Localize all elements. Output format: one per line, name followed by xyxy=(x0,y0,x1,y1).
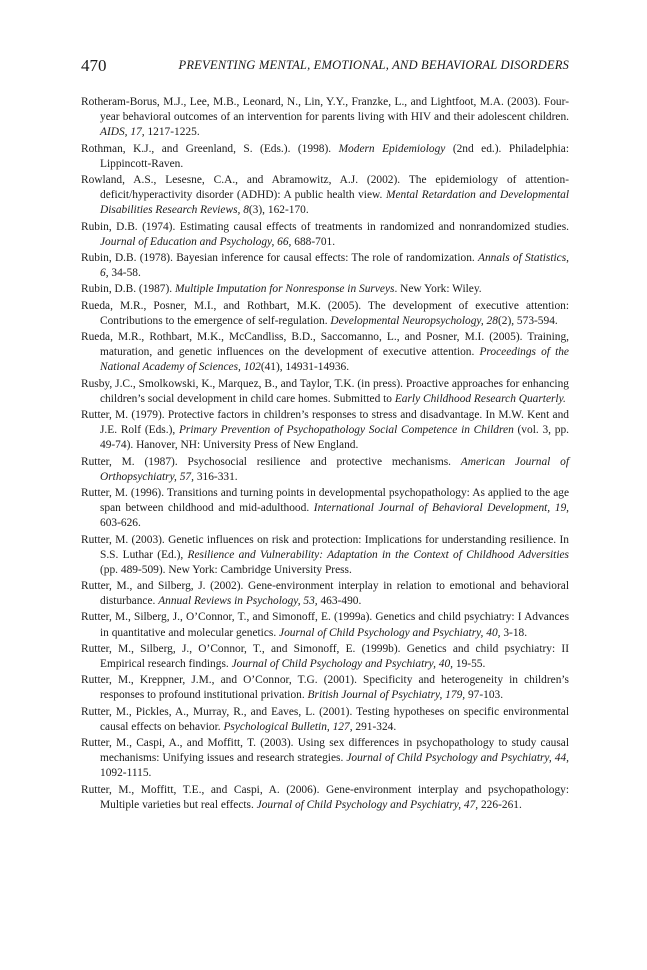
reference-entry xyxy=(81,220,569,250)
reference-source: British Journal of Psychiatry, 179, xyxy=(307,689,466,702)
reference-text: Rubin, D.B. (1987). xyxy=(81,283,175,296)
reference-text: Rubin, D.B. (1978). Bayesian inference for causal effects: The role of randomization. xyxy=(81,251,478,264)
reference-source: Journal of Child Psychology and Psychiatry, 44, xyxy=(346,752,569,765)
reference-text: Rueda, M.R., Rothbart, M.K., McCandliss, B.D., Saccomanno, L., and Posner, M.I. (2005). Training, maturation, and genetic influences on the development of executive attention. xyxy=(81,331,569,359)
reference-source: Annual Reviews in Psychology, 53, xyxy=(158,595,318,608)
reference-pages: (pp. 489-509). New York: Cambridge University Press. xyxy=(100,563,352,576)
reference-pages: (2), 573-594. xyxy=(497,314,558,327)
reference-source: Primary Prevention of Psychopathology Social Competence in Children xyxy=(178,424,514,437)
reference-source: Journal of Child Psychology and Psychiatry, 40, xyxy=(279,626,501,639)
reference-pages: 603-626. xyxy=(100,517,141,530)
reference-entry xyxy=(81,533,569,578)
reference-entry xyxy=(81,282,569,297)
reference-source: Multiple Imputation for Nonresponse in Surveys xyxy=(174,283,395,296)
reference-entry xyxy=(81,299,569,329)
reference-pages: 34-58. xyxy=(108,267,141,280)
reference-pages: 97-103. xyxy=(465,689,504,702)
reference-source: AIDS, 17, xyxy=(100,126,145,139)
reference-source: Journal of Child Psychology and Psychiatry, 47, xyxy=(256,798,479,811)
reference-pages: 3-18. xyxy=(500,626,528,639)
reference-pages: 1217-1225. xyxy=(144,126,200,139)
reference-pages: (vol. 3, pp. 49-74). Hanover, NH: University Press of New England. xyxy=(100,424,569,452)
reference-pages: 226-261. xyxy=(478,798,522,811)
reference-pages: 1092-1115. xyxy=(100,767,152,780)
reference-source: Annals of Statistics, 6, xyxy=(100,251,569,280)
reference-text: Rutter, M. (1996). Transitions and turning points in developmental psychopathology: As applied to the age span between childhood and mid-adulthood. xyxy=(81,486,569,515)
reference-text: Rutter, M. (2003). Genetic influences on risk and protection: Implications for understanding resilience. In S.S. Luthar (Ed.), xyxy=(81,533,569,561)
reference-text: Rutter, M., Caspi, A., and Moffitt, T. (2003). Using sex differences in psychopathology to study causal mechanisms: Unifying issues and research strategies. xyxy=(81,737,569,765)
reference-source: Journal of Education and Psychology, 66, xyxy=(100,235,292,248)
reference-pages: (3), 162-170. xyxy=(248,204,309,217)
reference-entry xyxy=(81,642,569,672)
reference-source: Modern Epidemiology xyxy=(338,142,446,155)
reference-entry xyxy=(81,673,569,703)
reference-source: Journal of Child Psychology and Psychiatry, 40, xyxy=(231,658,454,671)
reference-entry xyxy=(81,736,569,781)
reference-text: Rutter, M., Silberg, J., O’Connor, T., and Simonoff, E. (1999b). Genetics and child psychiatry: II Empirical research findings. xyxy=(81,642,569,671)
reference-text: Rutter, M., Kreppner, J.M., and O’Connor, T.G. (2001). Specificity and heterogeneity in children’s responses to profound institutional privation. xyxy=(81,674,569,702)
reference-entry xyxy=(81,377,569,407)
reference-entry xyxy=(81,408,569,453)
reference-text: Rothman, K.J., and Greenland, S. (Eds.). (1998). xyxy=(81,142,339,155)
reference-entry xyxy=(81,579,569,609)
reference-text: Rubin, D.B. (1974). Estimating causal effects of treatments in randomized and nonrandomized studies. xyxy=(81,220,569,233)
reference-pages: 291-324. xyxy=(352,720,397,733)
reference-entry xyxy=(81,705,569,735)
reference-pages: 316-331. xyxy=(193,470,238,483)
reference-source: Mental Retardation and Developmental Disabilities Research Reviews, 8 xyxy=(100,189,569,217)
reference-pages: 19-55. xyxy=(453,658,486,671)
reference-source: International Journal of Behavioral Development, 19, xyxy=(313,502,569,515)
reference-source: Proceedings of the National Academy of Sciences, 102 xyxy=(100,346,569,374)
reference-entry xyxy=(81,783,569,813)
reference-text: Rotheram-Borus, M.J., Lee, M.B., Leonard, N., Lin, Y.Y., Franzke, L., and Lightfoot, M.A. (2003). Four-year behavioral outcomes of an intervention for parents living with HIV and their adolescent children. xyxy=(81,96,569,124)
reference-source: Developmental Neuropsychology, 28 xyxy=(330,314,498,327)
reference-pages: 688-701. xyxy=(291,235,336,248)
reference-pages: (2nd ed.). Philadelphia: Lippincott-Raven. xyxy=(100,142,569,170)
reference-entry xyxy=(81,251,569,281)
reference-source: Early Childhood Research Quarterly. xyxy=(394,392,566,405)
reference-pages: 463-490. xyxy=(317,595,362,608)
reference-entry xyxy=(81,142,569,172)
page-number: 470 xyxy=(81,56,107,75)
page-header xyxy=(81,56,569,78)
reference-pages: (41), 14931-14936. xyxy=(260,361,350,374)
reference-entry xyxy=(81,486,569,531)
reference-entry xyxy=(81,173,569,218)
reference-text: Rutter, M. (1987). Psychosocial resilience and protective mechanisms. xyxy=(81,455,461,468)
reference-source: Psychological Bulletin, 127, xyxy=(223,720,353,733)
reference-text: Rueda, M.R., Posner, M.I., and Rothbart, M.K. (2005). The development of executive attention: Contributions to the emergence of self-regulation. xyxy=(81,299,569,327)
reference-text: Rutter, M., Silberg, J., O’Connor, T., and Simonoff, E. (1999a). Genetics and child psychiatry: I Advances in quantitative and molecular genetics. xyxy=(81,611,569,639)
reference-entry xyxy=(81,455,569,485)
reference-pages: . New York: Wiley. xyxy=(394,283,482,296)
running-title: PREVENTING MENTAL, EMOTIONAL, AND BEHAVIORAL DISORDERS xyxy=(178,58,569,72)
reference-source: American Journal of Orthopsychiatry, 57, xyxy=(100,455,569,483)
reference-text: Rusby, J.C., Smolkowski, K., Marquez, B., and Taylor, T.K. (in press). Proactive approaches for enhancing children’s social development in child care homes. Submitted to xyxy=(81,377,569,405)
reference-text: Rowland, A.S., Lesesne, C.A., and Abramowitz, A.J. (2002). The epidemiology of attention-deficit/hyperactivity disorder (ADHD): A public health view. xyxy=(81,173,569,202)
reference-entry xyxy=(81,610,569,640)
reference-text: Rutter, M., Pickles, A., Murray, R., and Eaves, L. (2001). Testing hypotheses on specific environmental causal effects on behavior. xyxy=(81,705,569,733)
reference-list xyxy=(81,95,569,814)
reference-source: Resilience and Vulnerability: Adaptation in the Context of Childhood Adversities xyxy=(187,548,569,561)
reference-entry xyxy=(81,330,569,375)
reference-text: Rutter, M. (1979). Protective factors in children’s responses to stress and disadvantage. In M.W. Kent and J.E. Rolf (Eds.), xyxy=(81,408,569,437)
reference-text: Rutter, M., Moffitt, T.E., and Caspi, A. (2006). Gene-environment interplay and psychopathology: Multiple varieties but real effects. xyxy=(81,783,569,811)
reference-text: Rutter, M., and Silberg, J. (2002). Gene-environment interplay in relation to emotional and behavioral disturbance. xyxy=(81,580,569,608)
reference-entry xyxy=(81,95,569,140)
